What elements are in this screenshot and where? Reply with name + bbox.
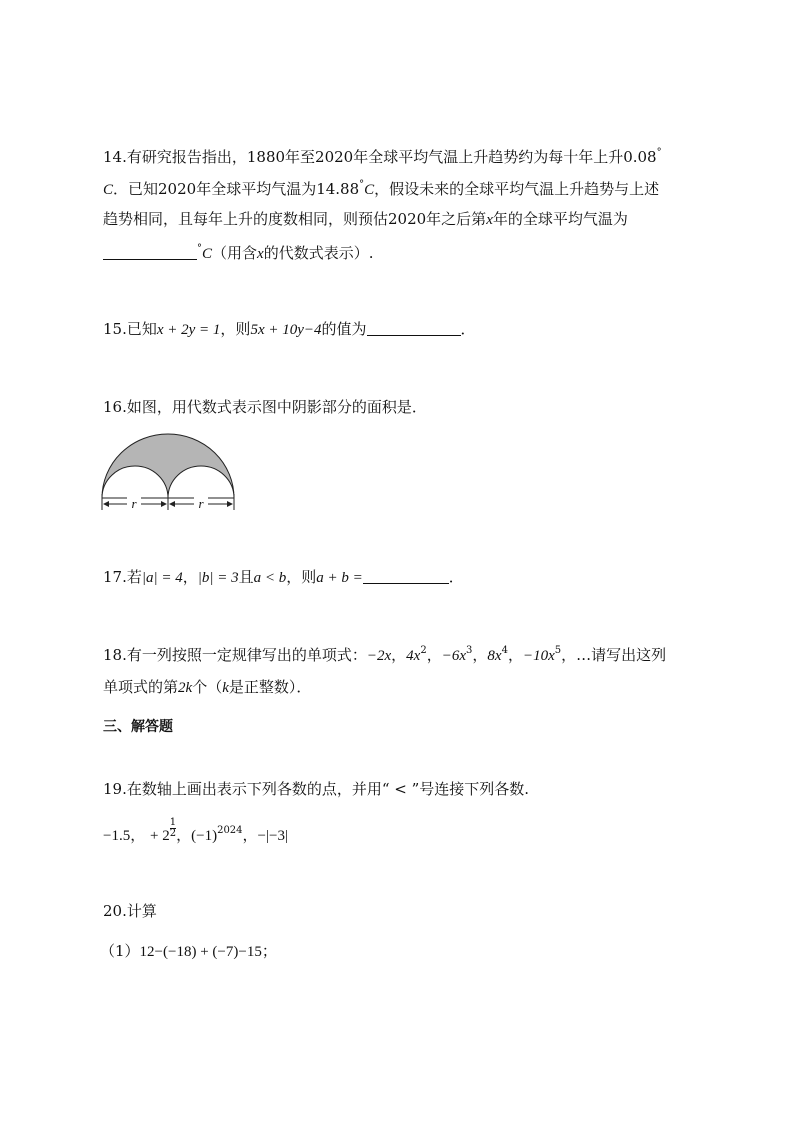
q17-and: 且 bbox=[238, 568, 254, 586]
q15-expression: 5x + 10y−4 bbox=[250, 322, 322, 338]
q18-term-3: −6x bbox=[441, 648, 466, 664]
q18-k: k bbox=[222, 680, 229, 696]
q18-line-1: 18.有一列按照一定规律写出的单项式：−2x，$4x^2$，$-6x^3$，$8x^4$，$-10x^5$，…请写出这列 bbox=[103, 645, 667, 664]
q18-tail: ，…请写出这列 bbox=[561, 646, 667, 664]
q19-num-1: −1.5 bbox=[103, 828, 131, 844]
q14-text-4b: 的代数式表示）. bbox=[263, 244, 374, 262]
q17-sep: ， bbox=[182, 568, 198, 586]
q18-term-2: 4x bbox=[406, 648, 421, 664]
q14-answer-blank[interactable] bbox=[103, 245, 197, 260]
q14-text-3a: 趋势相同，且每年上升的度数相同，则预估2020年之后第 bbox=[103, 210, 487, 228]
q19-frac-den: 2 bbox=[169, 828, 177, 839]
section-heading: 三、解答题 bbox=[103, 719, 173, 735]
q14-c-unit-2: C bbox=[364, 182, 375, 198]
q18-exp-5: 5 bbox=[554, 645, 562, 656]
q14-c-unit-3: C bbox=[202, 246, 213, 262]
q18-text-2c: 是正整数）． bbox=[228, 678, 312, 696]
arrow-left-a bbox=[103, 501, 109, 507]
q16-text: 16.如图，用代数式表示图中阴影部分的面积是． bbox=[103, 398, 427, 416]
q17-abs-a: |a| = 4 bbox=[141, 570, 183, 586]
q19-num-2: + 2 bbox=[150, 828, 170, 844]
q20-part-1 bbox=[100, 940, 277, 963]
q17-end: ． bbox=[448, 568, 464, 586]
q18-term-1: −2x bbox=[366, 648, 392, 664]
q19-exp-3: 2024 bbox=[217, 825, 243, 836]
q18-exp-3: 3 bbox=[466, 645, 473, 656]
q18-line-2 bbox=[103, 676, 311, 699]
q19-sep-1: ， bbox=[130, 826, 146, 844]
q14-line-3 bbox=[103, 208, 628, 231]
q16-line bbox=[103, 396, 427, 418]
q14-text-1: 14.有研究报告指出，1880年至2020年全球平均气温上升趋势约为每十年上升0.08 bbox=[103, 148, 657, 166]
q17-sum: a + b = bbox=[316, 570, 363, 586]
q19-sep-3: ， bbox=[242, 826, 258, 844]
q17-prefix: 17.若 bbox=[103, 568, 142, 586]
q14-c-unit: C bbox=[103, 182, 114, 198]
q14-degree-3: ° bbox=[197, 243, 202, 254]
q14-var-x-2: x bbox=[257, 246, 264, 262]
label-r-2: r bbox=[198, 496, 204, 511]
q18-exp-4: 4 bbox=[501, 645, 508, 656]
q14-degree: ° bbox=[656, 147, 662, 158]
q17-condition: a < b bbox=[253, 570, 287, 586]
q18-term-4: 8x bbox=[487, 648, 502, 664]
q14-text-2b: ，假设未来的全球平均气温上升趋势与上述 bbox=[374, 180, 660, 198]
q19-sep-2: ， bbox=[176, 826, 192, 844]
label-r-1: r bbox=[131, 496, 137, 511]
q14-var-x: x bbox=[486, 212, 493, 228]
q19-line-2 bbox=[103, 818, 288, 847]
q17-answer-blank[interactable] bbox=[363, 569, 449, 584]
q15-end: ． bbox=[460, 320, 476, 338]
q14-degree-2: ° bbox=[359, 179, 365, 190]
q17-line bbox=[103, 566, 464, 589]
q20-part-1-expression: 12−(−18) + (−7)−15； bbox=[139, 944, 277, 960]
q19-text: 19.在数轴上画出表示下列各数的点，并用“ < ”号连接下列各数. bbox=[103, 780, 530, 798]
q19-num-3: (−1) bbox=[191, 828, 218, 844]
q14-text-4a: （用含 bbox=[212, 244, 258, 262]
q14-text-2: ．已知2020年全球平均气温为14.88 bbox=[113, 180, 360, 198]
q18-exp-2: 2 bbox=[420, 645, 427, 656]
q17-abs-b: |b| = 3 bbox=[197, 570, 239, 586]
q14-text-3b: 年的全球平均气温为 bbox=[492, 210, 628, 228]
q14-line-2 bbox=[103, 178, 659, 201]
arrow-right-b bbox=[227, 501, 233, 507]
q18-2k: 2k bbox=[178, 680, 193, 696]
q15-equation: x + 2y = 1 bbox=[156, 322, 221, 338]
q14-line-4 bbox=[103, 242, 373, 265]
q18-text-2a: 单项式的第 bbox=[103, 678, 179, 696]
shaded-region bbox=[102, 434, 234, 498]
q18-prefix: 18.有一列按照一定规律写出的单项式： bbox=[103, 646, 367, 664]
arrow-right-a bbox=[169, 501, 175, 507]
q14-line-1 bbox=[103, 146, 662, 168]
arrow-left-b bbox=[161, 501, 167, 507]
q19-frac-num: 1 bbox=[169, 817, 177, 828]
q15-line bbox=[103, 318, 476, 341]
q15-mid: ，则 bbox=[220, 320, 251, 338]
q15-prefix: 15.已知 bbox=[103, 320, 157, 338]
q18-term-5: −10x bbox=[522, 648, 555, 664]
q15-suffix: 的值为 bbox=[321, 320, 367, 338]
q15-answer-blank[interactable] bbox=[367, 321, 461, 336]
q17-then: ，则 bbox=[286, 568, 317, 586]
q19-line-1 bbox=[103, 778, 529, 800]
q19-num-4: −|−3| bbox=[257, 828, 288, 844]
q20-part-1-label: （1） bbox=[100, 942, 140, 960]
q18-text-2b: 个（ bbox=[192, 678, 223, 696]
q20-title-text: 20.计算 bbox=[103, 902, 157, 920]
q16-figure bbox=[98, 428, 240, 514]
q20-title bbox=[103, 900, 157, 922]
